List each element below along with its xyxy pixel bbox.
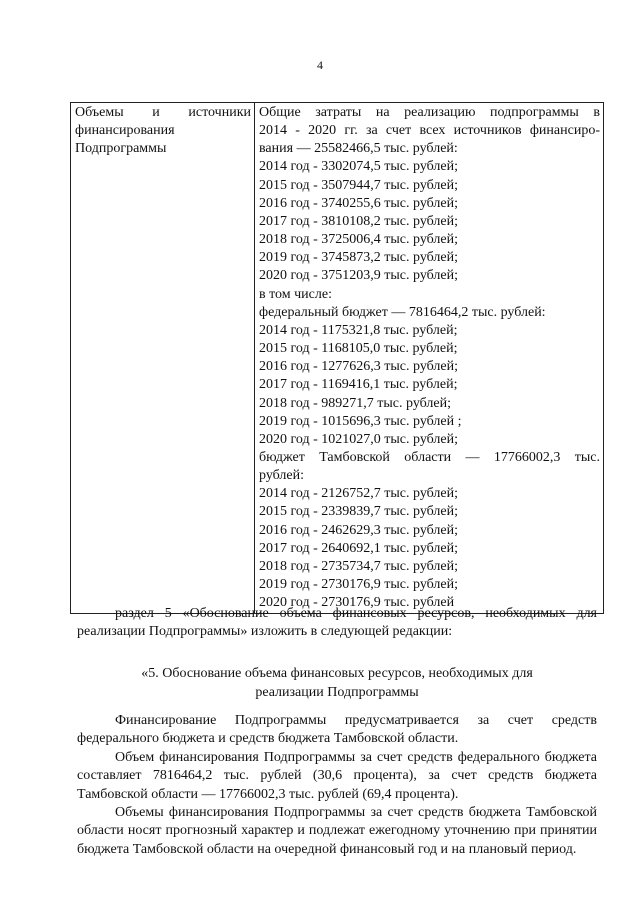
content-line: 2014 - 2020 гг. за счет всех источников финансиро-	[259, 123, 600, 139]
table-label-cell	[71, 103, 255, 614]
content-line: 2014 год - 1175321,8 тыс. рублей;	[259, 322, 458, 338]
label-line: финансирования	[75, 123, 175, 139]
content-line: Общие затраты на реализацию подпрограммы в	[259, 105, 600, 120]
content-line: 2015 год - 2339839,7 тыс. рублей;	[259, 504, 459, 520]
body-paragraph: Финансирование Подпрограммы предусматривается за счет средств федерального бюджета и средств бюджета Тамбовской области.	[77, 713, 597, 747]
body-paragraph: Объем финансирования Подпрограммы за счет средств федерального бюджета составляет 7816464,2 тыс. рублей (30,6 процента), за счет средств бюджета Тамбовской области — 17766002,3 тыс. рублей (69,4 процента).	[77, 750, 597, 802]
content-line: 2017 год - 2640692,1 тыс. рублей;	[259, 540, 459, 556]
content-line: 2016 год - 2462629,3 тыс. рублей;	[259, 522, 459, 538]
section-heading-line: реализации Подпрограммы	[255, 685, 419, 700]
section-heading	[77, 664, 597, 702]
content-line: 2017 год - 1169416,1 тыс. рублей;	[259, 377, 458, 393]
content-line: 2018 год - 3725006,4 тыс. рублей;	[259, 232, 459, 248]
funding-table	[70, 102, 604, 614]
content-line: рублей:	[259, 468, 304, 484]
content-line: 2017 год - 3810108,2 тыс. рублей;	[259, 213, 459, 229]
page-number: 4	[317, 58, 323, 72]
content-line: бюджет Тамбовской области — 17766002,3 тыс.	[259, 449, 600, 465]
content-line: 2018 год - 989271,7 тыс. рублей;	[259, 395, 452, 411]
content-line: 2020 год - 2730176,9 тыс. рублей	[259, 595, 455, 611]
content-line: вания — 25582466,5 тыс. рублей:	[259, 141, 458, 157]
content-line: 2015 год - 1168105,0 тыс. рублей;	[259, 341, 458, 357]
content-line: 2020 год - 1021027,0 тыс. рублей;	[259, 431, 459, 447]
content-line: 2019 год - 2730176,9 тыс. рублей;	[259, 577, 459, 593]
section-heading-line: «5. Обоснование объема финансовых ресурсов, необходимых для	[141, 666, 533, 681]
table-row	[71, 103, 604, 614]
content-line: 2019 год - 1015696,3 тыс. рублей ;	[259, 413, 462, 429]
content-line: 2020 год - 3751203,9 тыс. рублей;	[259, 268, 459, 284]
content-line: 2016 год - 3740255,6 тыс. рублей;	[259, 195, 459, 211]
label-line: Подпрограммы	[75, 141, 167, 157]
content-line: в том числе:	[259, 286, 332, 302]
content-line: 2014 год - 3302074,5 тыс. рублей;	[259, 159, 459, 175]
content-line: 2016 год - 1277626,3 тыс. рублей;	[259, 359, 459, 375]
body-paragraph: Объемы финансирования Подпрограммы за счет средств бюджета Тамбовской области носят прогнозный характер и подлежат ежегодному уточнению при принятии бюджета Тамбовской области на очередной финансовый год и на плановый период.	[77, 805, 597, 857]
content-line: 2018 год - 2735734,7 тыс. рублей;	[259, 558, 459, 574]
content-line: 2015 год - 3507944,7 тыс. рублей;	[259, 177, 459, 193]
label-line: Объемы и источники	[75, 105, 251, 120]
content-line: федеральный бюджет — 7816464,2 тыс. рублей:	[259, 304, 546, 320]
table-content-cell	[255, 103, 604, 614]
intro-paragraph: раздел 5 «Обоснование объема финансовых ресурсов, необходимых для реализации Подпрограммы» изложить в следующей редакции:	[77, 606, 597, 640]
content-line: 2019 год - 3745873,2 тыс. рублей;	[259, 250, 459, 266]
content-line: 2014 год - 2126752,7 тыс. рублей;	[259, 486, 459, 502]
